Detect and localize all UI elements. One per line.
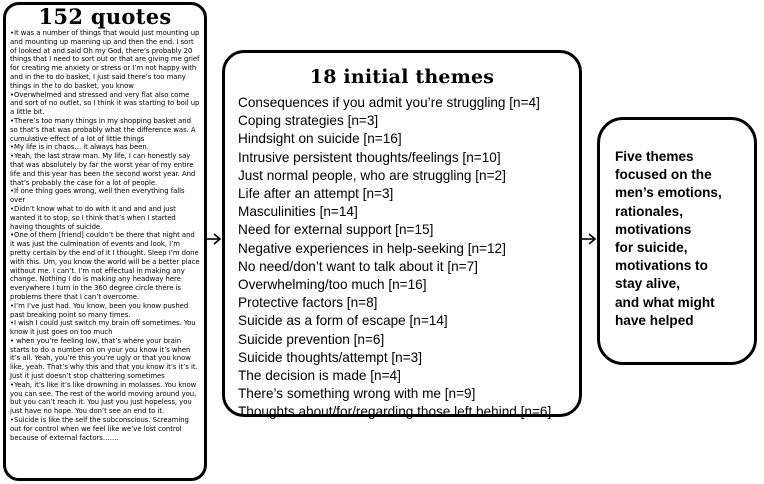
quote-item: •Yeah, it’s like it’s like drowning in molasses. You know you can see. The rest of the world moving around you, but you can’t reach it. You just you just hopeless, you just have no hope. You don’t see an end to it.: [10, 380, 197, 416]
quote-item: •My life is in chaos… it always has been.: [10, 143, 149, 152]
themes-box: [222, 50, 582, 420]
quote-item: •I’m I’ve just had. You know, been you know pushed past breaking point so many times.: [10, 301, 189, 319]
theme-item: Suicide prevention [n=6]: [238, 331, 385, 347]
final-line: focused on the: [615, 167, 712, 183]
theme-item: The decision is made [n=4]: [238, 368, 401, 384]
quote-item: •Overwhelmed and stressed and very flat also come and sort of no outlet, so I think it was starting to boil up a little bit.: [10, 90, 200, 117]
quotes-box: [3, 2, 207, 481]
theme-item: Negative experiences in help-seeking [n=12]: [238, 240, 506, 256]
quote-item: •Yeah, the last straw man. My life, I can honestly say that was absolutely by far the worst year of my entire life and this year has been the second worst year. And that’s probably the case for a lot of people.: [10, 152, 196, 187]
theme-item: Consequences if you admit you’re struggling [n=4]: [238, 95, 540, 110]
theme-item: Hindsight on suicide [n=16]: [238, 131, 402, 147]
final-line: and what might: [615, 294, 715, 310]
final-line: motivations to: [615, 258, 708, 274]
final-line: men’s emotions,: [615, 185, 722, 201]
theme-item: There’s something wrong with me [n=9]: [238, 386, 476, 402]
quote-item: •There’s too many things in my shopping basket and so that’s that was probably what the difference was. A cumulative effect of a lot of little things: [10, 116, 196, 143]
theme-item: Coping strategies [n=3]: [238, 113, 379, 129]
final-line: for suicide,: [615, 240, 688, 256]
final-line: stay alive,: [615, 276, 680, 292]
quote-item: •I wish I could just switch my brain off sometimes. You know it just goes on too much: [10, 319, 196, 337]
quotes-title: 152 quotes: [38, 4, 172, 29]
quote-item: •One of them [friend] couldn’t be there that night and it was just the culmination of events and look, I’m pretty certain by the end of it I thought. Sleep I’m done with this. Um, you know the world will be a better place without me. I can’t. I’m not effectual in making any change. Nothing I do is making any headway here everywhere I turn in the 360 degree circle there is problems there that I can’t overcome.: [10, 231, 200, 301]
theme-item: Protective factors [n=8]: [238, 295, 378, 311]
arrow-right-icon: [580, 231, 598, 247]
quote-item: • when you’re feeling low, that’s where your brain starts to do a number on on your you know it’s when it’s all. Yeah, you’re this you’re ugly or that you know like, yeah. That’s why this and that you know it’s it’s it. Just it just doesn’t stop chattering sometimes: [10, 336, 198, 381]
theme-item: Thoughts about/for/regarding those left behind [n=6]: [238, 404, 552, 420]
theme-item: Intrusive persistent thoughts/feelings [n=10]: [238, 149, 501, 165]
theme-item: Masculinities [n=14]: [238, 204, 358, 220]
quote-item: •If one thing goes wrong, well then everything falls over: [10, 187, 185, 205]
final-themes-text: [615, 148, 722, 330]
quote-item: •Didn’t know what to do with it and and and just wanted it to stop, so I think that’s when I started having thoughts of suicide.: [10, 204, 176, 231]
final-line: rationales,: [615, 203, 683, 219]
themes-list: [238, 94, 551, 422]
quote-item: •It was a number of things that would just mounting up and mounting up manning up and then the end. I sort of looked at and said Oh my God, there’s probably 20 things that I need to sort out or that are giving me grief for creating me anxiety or stress or I’m not happy with and in the to do basket, I just said there’s too many things in the to do basket, you know: [10, 29, 200, 90]
final-themes-box: [597, 117, 757, 365]
themes-title: 18 initial themes: [309, 66, 495, 88]
final-line: Five themes: [615, 149, 694, 164]
theme-item: Suicide as a form of escape [n=14]: [238, 313, 448, 329]
theme-item: Overwhelming/too much [n=16]: [238, 277, 427, 293]
theme-item: Life after an attempt [n=3]: [238, 186, 394, 202]
quote-item: •Suicide is like the self the subconscious. Screaming out for control when we feel like we’ve lost control because of external factors…….: [10, 416, 189, 442]
theme-item: Need for external support [n=15]: [238, 222, 434, 238]
arrow-right-icon: [205, 231, 223, 247]
final-line: motivations: [615, 221, 692, 237]
theme-item: Suicide thoughts/attempt [n=3]: [238, 349, 423, 365]
quotes-list: [10, 29, 200, 442]
theme-item: No need/don’t want to talk about it [n=7]: [238, 258, 478, 274]
final-line: have helped: [615, 312, 694, 328]
theme-item: Just normal people, who are struggling [n=2]: [238, 167, 506, 183]
